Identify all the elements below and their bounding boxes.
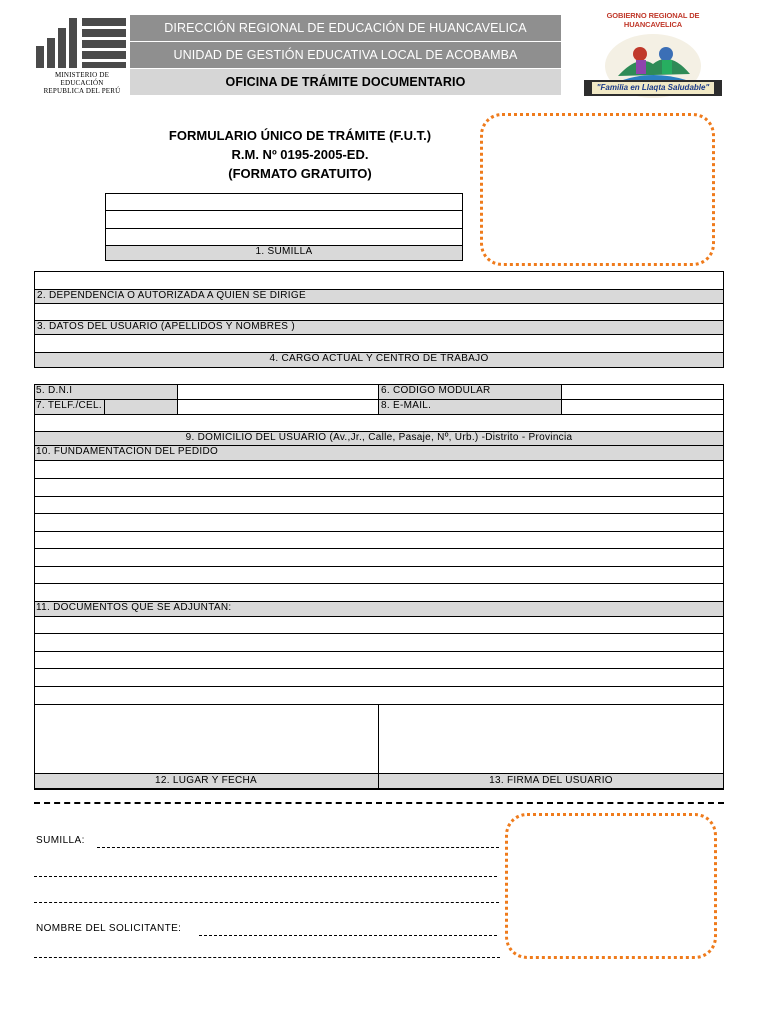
receipt-line-3 bbox=[34, 902, 499, 903]
header-line-2: UNIDAD DE GESTIÓN EDUCATIVA LOCAL DE ACOBAMBA bbox=[130, 42, 561, 68]
domicilio-label: 9. DOMICILIO DEL USUARIO (Av.,Jr., Calle, Pasaje, Nº, Urb.) -Distrito - Provincia bbox=[185, 432, 573, 443]
dni-label: 5. D.N.I bbox=[36, 385, 73, 396]
regional-government-logo-slogan: "Familia en Llaqta Saludable" bbox=[596, 83, 710, 92]
header-line-3: OFICINA DE TRÁMITE DOCUMENTARIO bbox=[130, 69, 561, 95]
receipt-sumilla-line bbox=[97, 847, 499, 848]
receipt-stamp-box bbox=[505, 813, 717, 959]
lugar-fecha-label: 12. LUGAR Y FECHA bbox=[155, 775, 257, 786]
ministry-logo bbox=[34, 14, 130, 96]
receipt-line-5 bbox=[34, 957, 500, 958]
datos-usuario-label: 3. DATOS DEL USUARIO (APELLIDOS Y NOMBRES ) bbox=[37, 321, 295, 332]
form-subtitle: (FORMATO GRATUITO) bbox=[228, 166, 372, 181]
header-line-1: DIRECCIÓN REGIONAL DE EDUCACIÓN DE HUANCAVELICA bbox=[130, 15, 561, 41]
telefono-label: 7. TELF./CEL. bbox=[36, 400, 102, 411]
ministry-emblem-icon bbox=[34, 14, 130, 70]
receipt-nombre-line bbox=[199, 935, 497, 936]
fundamentacion-label: 10. FUNDAMENTACION DEL PEDIDO bbox=[36, 446, 219, 457]
ministry-caption-line2: REPUBLICA DEL PERÚ bbox=[43, 87, 121, 95]
documentos-label: 11. DOCUMENTOS QUE SE ADJUNTAN: bbox=[36, 602, 232, 613]
form-resolution: R.M. Nº 0195-2005-ED. bbox=[231, 147, 369, 162]
receipt-sumilla-label: SUMILLA: bbox=[36, 835, 85, 846]
regional-government-logo-title: GOBIERNO REGIONAL DE HUANCAVELICA bbox=[606, 11, 700, 29]
ministry-caption-line1: MINISTERIO DE EDUCACIÓN bbox=[54, 71, 110, 87]
receipt-nombre-label: NOMBRE DEL SOLICITANTE: bbox=[36, 923, 182, 934]
regional-government-logo bbox=[578, 11, 728, 102]
sumilla-label: 1. SUMILLA bbox=[255, 246, 313, 257]
cut-line bbox=[34, 802, 724, 804]
email-label: 8. E-MAIL. bbox=[381, 400, 432, 411]
codigo-modular-label: 6. CODIGO MODULAR bbox=[381, 385, 491, 396]
dependencia-label: 2. DEPENDENCIA O AUTORIZADA A QUIEN SE DIRIGE bbox=[37, 290, 306, 301]
reception-stamp-box bbox=[480, 113, 715, 266]
firma-usuario-label: 13. FIRMA DEL USUARIO bbox=[489, 775, 613, 786]
form-title: FORMULARIO ÚNICO DE TRÁMITE (F.U.T.) bbox=[168, 128, 432, 143]
cargo-label: 4. CARGO ACTUAL Y CENTRO DE TRABAJO bbox=[269, 353, 489, 364]
receipt-line-2 bbox=[34, 876, 497, 877]
